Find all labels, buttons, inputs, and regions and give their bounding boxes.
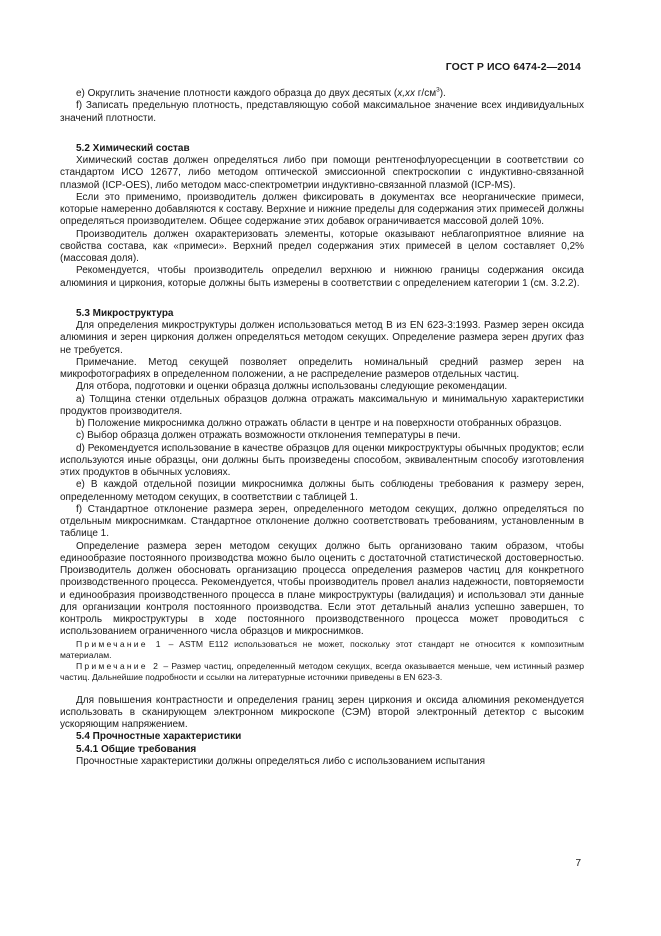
section-5-3-paragraph: Для повышения контрастности и определения границ зерен циркония и оксида алюминия рекомендуется использовать в сканирующем электронном микроскопе (СЭМ) второй электронный детектор с высоким ускоряющим напряжением. bbox=[60, 694, 584, 730]
section-5-2-paragraph: Если это применимо, производитель должен фиксировать в документах все неорганические примеси, которые намеренно добавляются к составу. Верхние и нижние пределы для содержания этих примесей должны определяться производителем. Общее содержание этих добавок ограничивается массовой долей 10%. bbox=[60, 191, 584, 228]
note-1-label: Примечание 1 bbox=[76, 638, 163, 649]
list-item-f: f) Стандартное отклонение размера зерен, определенного методом секущих, должно определяться по отдельным микроснимкам. Стандартное отклонение должно соответствовать требованиям, установленным в таблице 1. bbox=[60, 503, 584, 540]
note-2: Примечание 2 – Размер частиц, определенный методом секущих, всегда оказывается меньше, чем истинный размер частиц. Дальнейшие подробности и ссылки на литературные источники приведены в EN 623-3. bbox=[60, 660, 584, 682]
note-2-label: Примечание 2 bbox=[76, 660, 161, 671]
section-5-2-paragraph: Производитель должен охарактеризовать элементы, которые оказывают неблагоприятное влияние на свойства состава, как «примеси». Верхний предел содержания этих примесей в целом составляет 0,2% (массовая доля). bbox=[60, 228, 584, 264]
section-5-4-1-paragraph: Прочностные характеристики должны определяться либо с использованием испытания bbox=[76, 755, 486, 767]
list-item-a: а) Толщина стенки отдельных образцов должна отражать максимальную и минимальную характеристики продуктов производителя. bbox=[60, 393, 584, 417]
item-f-density: f) Записать предельную плотность, представляющую собой максимальное значение всех индивидуальных значений плотности. bbox=[60, 100, 584, 124]
list-item-d: d) Рекомендуется использование в качестве образцов для оценки микроструктуры обычных продуктов; если используются иные образцы, они должны быть произведены способом, эквивалентным способу изготовления этих продуктов в обычных условиях. bbox=[60, 442, 584, 478]
section-5-2-paragraph: Рекомендуется, чтобы производитель определил верхнюю и нижнюю границы содержания оксида алюминия и циркония, которые должны быть измерены в соответствии с определением категории 1 (см. 3.2.2). bbox=[60, 265, 584, 289]
section-5-2-title: 5.2 Химический состав bbox=[76, 142, 190, 154]
item-e-rounding: е) Округлить значение плотности каждого образца до двух десятых (x,xx $г/см^3$). bbox=[76, 86, 446, 99]
list-item-e: е) В каждой отдельной позиции микроснимка должны быть соблюдены требования к размеру зерен, определенному методом секущих, в соответствии с таблицей 1. bbox=[60, 479, 584, 503]
section-5-4-1-title: 5.4.1 Общие требования bbox=[76, 743, 197, 755]
note-1: Примечание 1 – ASTM E112 использоваться не может, поскольку этот стандарт не относится к композитным материалам. bbox=[60, 638, 585, 660]
section-5-3-paragraph: Для отбора, подготовки и оценки образца должны использованы следующие рекомендации. bbox=[76, 381, 508, 393]
page-number: 7 bbox=[575, 858, 581, 869]
section-5-3-remark: Примечание. Метод секущей позволяет определить номинальный средний размер зерен на микрофотографиях в определенном положении, а не распределение размеров отдельных частиц. bbox=[60, 356, 584, 380]
document-header: ГОСТ Р ИСО 6474-2—2014 bbox=[445, 61, 581, 73]
section-5-3-title: 5.3 Микроструктура bbox=[76, 307, 174, 319]
section-5-3-paragraph: Для определения микроструктуры должен использоваться метод B из EN 623-3:1993. Размер зерен оксида алюминия и зерен циркония должен определяться методом секущих. Определение размера зерен других фаз не требуется. bbox=[60, 320, 584, 356]
section-5-3-paragraph: Определение размера зерен методом секущих должно быть организовано таким образом, чтобы единообразие постоянного производства можно было оценить с достаточной статистической достоверностью. Производитель должен обосновать организацию процесса определения размеров частиц для конкретного производственного процесса. Рекомендуется, чтобы производитель провел анализ надежности, повторяемости и единообразия производственного процесса в плане микроструктуры (валидация) и использовал эти данные для организации контроля постоянного производства. Если этот детальный анализ успешно завершен, то контроль микроструктуры в ходе постоянного производственного процесса может проводиться с использованием ограниченного числа образцов и микроснимков. bbox=[60, 540, 584, 638]
page-content bbox=[60, 88, 584, 768]
section-5-4-title: 5.4 Прочностные характеристики bbox=[76, 731, 242, 743]
section-5-2-paragraph: Химический состав должен определяться либо при помощи рентгенофлуоресценции в соответствии со стандартом ИСО 12677, либо методом оптической эмиссионной спектроскопии с индуктивно-связанной плазмой (ICP-OES), либо методом масс-спектрометрии индуктивно-связанной плазмой (ICP-MS). bbox=[60, 155, 584, 191]
list-item-c: c) Выбор образца должен отражать возможности отклонения температуры в печи. bbox=[76, 430, 461, 442]
list-item-b: b) Положение микроснимка должно отражать области в центре и на поверхности отобранных образцов. bbox=[76, 418, 562, 429]
